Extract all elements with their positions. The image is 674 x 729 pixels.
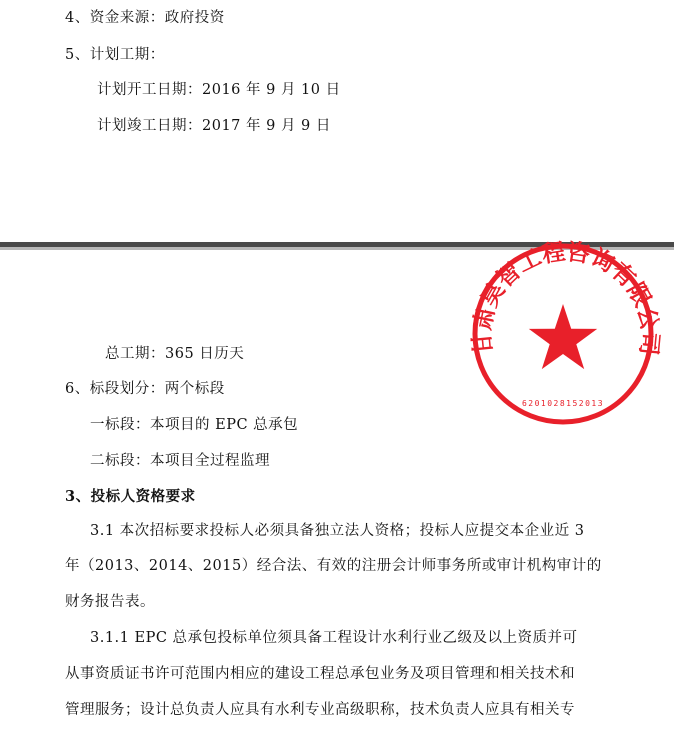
section-3-heading: 3、投标人资格要求: [65, 488, 196, 505]
planned-start-date: 计划开工日期：2016 年 9 月 10 日: [97, 82, 341, 98]
planned-end-date: 计划竣工日期：2017 年 9 月 9 日: [97, 118, 331, 134]
planned-period-heading: 5、计划工期：: [65, 47, 165, 63]
funding-source: 4、资金来源：政府投资: [65, 10, 225, 26]
total-period: 总工期：365 日历天: [105, 346, 245, 362]
company-seal: [463, 239, 663, 426]
paragraph-3-1-1-line2: 从事资质证书许可范围内相应的建设工程总承包业务及项目管理和相关技术和: [65, 666, 575, 682]
seal-number: 6201028152013: [521, 399, 605, 408]
paragraph-3-1-1-line3: 管理服务；设计总负责人应具有水利专业高级职称，技术负责人应具有相关专: [65, 702, 575, 718]
seal-company-name: 甘肃昊智工程咨询有限公司: [469, 239, 663, 357]
lot-division-heading: 6、标段划分：两个标段: [65, 381, 225, 397]
seal-star-icon: [529, 304, 597, 369]
lot-two: 二标段：本项目全过程监理: [90, 453, 270, 469]
paragraph-3-1-1-line1: 3.1.1 EPC 总承包投标单位须具备工程设计水利行业乙级及以上资质并可: [90, 630, 578, 646]
paragraph-3-1-line1: 3.1 本次招标要求投标人必须具备独立法人资格；投标人应提交本企业近 3: [90, 523, 585, 539]
lot-one: 一标段：本项目的 EPC 总承包: [90, 417, 299, 433]
paragraph-3-1-line3: 财务报告表。: [65, 594, 155, 610]
paragraph-3-1-line2: 年（2013、2014、2015）经合法、有效的注册会计师事务所或审计机构审计的: [65, 558, 602, 574]
